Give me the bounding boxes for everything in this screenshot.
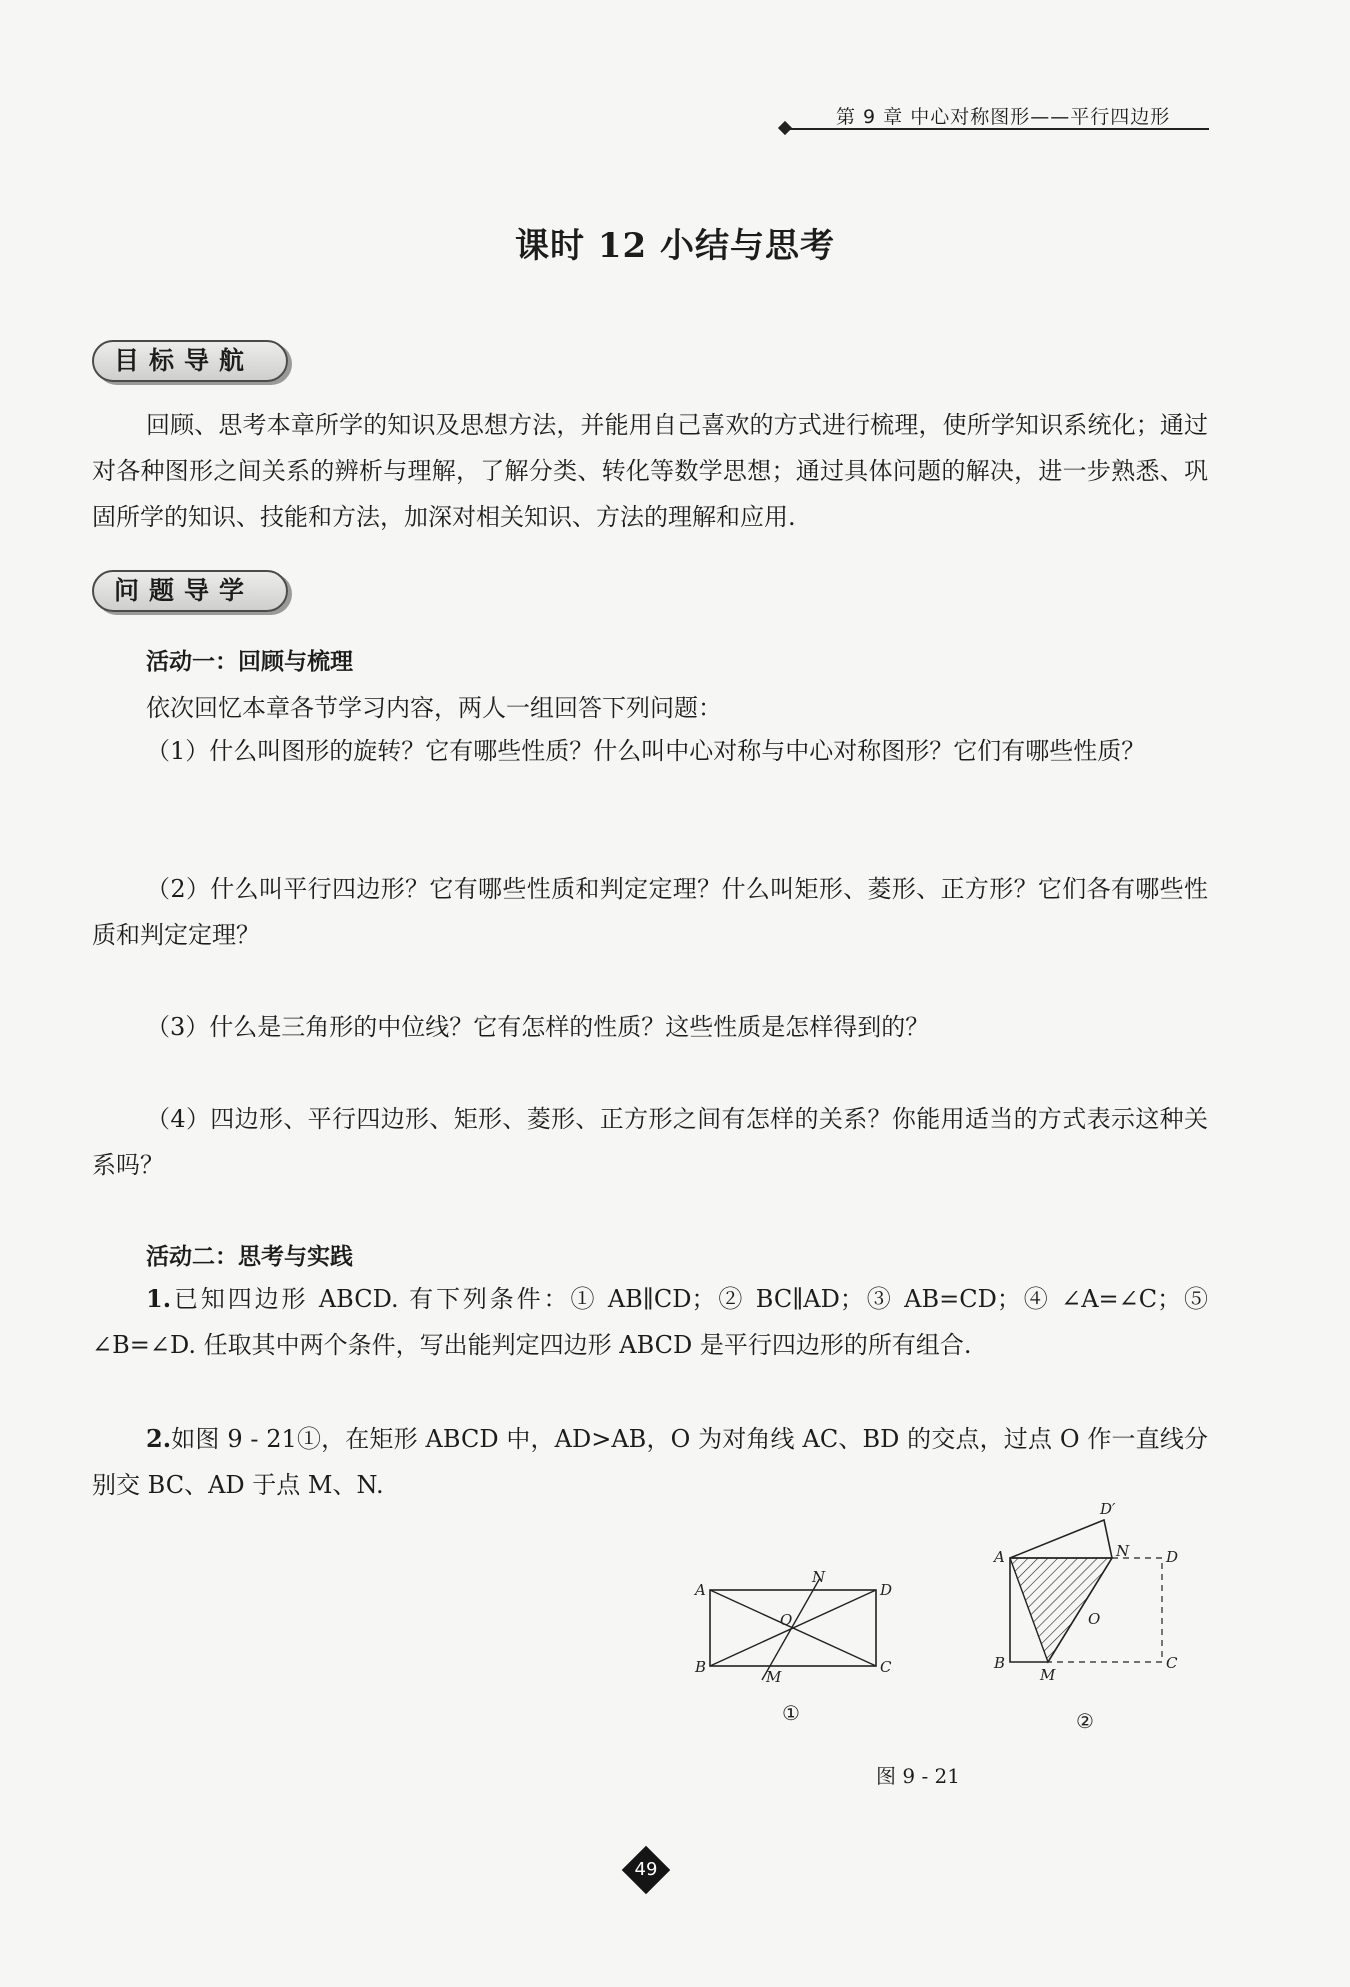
fig1-label-N: N: [812, 1568, 826, 1586]
question-2: （2）什么叫平行四边形？它有哪些性质和判定定理？什么叫矩形、菱形、正方形？它们各有哪些性质和判定定理？: [92, 875, 1208, 949]
question-3: （3）什么是三角形的中位线？它有怎样的性质？这些性质是怎样得到的？: [146, 1013, 930, 1041]
fig1-label-A: A: [695, 1581, 706, 1599]
header-rule: [786, 128, 1209, 130]
activity1-heading: 活动一：回顾与梳理: [146, 649, 353, 675]
question-4: （4）四边形、平行四边形、矩形、菱形、正方形之间有怎样的关系？你能用适当的方式表示这种关系吗？: [92, 1105, 1208, 1179]
lesson-title: 课时 12 小结与思考: [515, 226, 835, 266]
section-tab-problems: 问题导学: [92, 570, 288, 612]
fig1-label-C: C: [880, 1658, 892, 1676]
figure-1-caption: ①: [782, 1701, 800, 1725]
section-tab-goals: 目标导航: [92, 340, 288, 382]
problem-1: [92, 1276, 1208, 1368]
activity2-heading: 活动二：思考与实践: [146, 1244, 353, 1270]
activity1-intro: 依次回忆本章各节学习内容，两人一组回答下列问题：: [146, 694, 722, 722]
problem-1-text: 已知四边形 ABCD. 有下列条件：① AB∥CD；② BC∥AD；③ AB=CD；④ ∠A=∠C；⑤ ∠B=∠D. 任取其中两个条件，写出能判定四边形 ABCD 是平行四边形的所有组合.: [92, 1285, 1208, 1359]
problem-2-number: 2.: [146, 1424, 172, 1453]
fig1-label-O: O: [780, 1611, 793, 1629]
figure-1-rectangle: [710, 1578, 876, 1680]
figure-2-caption: ②: [1076, 1709, 1094, 1733]
problem-1-number: 1.: [146, 1284, 172, 1313]
fig2-label-M: M: [1040, 1666, 1056, 1684]
chapter-header: 第 9 章 中心对称图形——平行四边形: [836, 106, 1171, 128]
fig2-label-N: N: [1116, 1542, 1130, 1560]
question-1: （1）什么叫图形的旋转？它有哪些性质？什么叫中心对称与中心对称图形？它们有哪些性质？: [146, 737, 1146, 765]
fig2-label-D-prime: D′: [1100, 1500, 1116, 1518]
fig1-label-D: D: [880, 1581, 893, 1599]
fig2-label-C: C: [1166, 1654, 1178, 1672]
figure-caption: 图 9 - 21: [876, 1764, 961, 1788]
fig2-label-A: A: [994, 1548, 1005, 1566]
page-number: [624, 1848, 668, 1892]
fig2-label-B: B: [994, 1654, 1006, 1672]
goals-paragraph: 回顾、思考本章所学的知识及思想方法，并能用自己喜欢的方式进行梳理，使所学知识系统化；通过对各种图形之间关系的辨析与理解，了解分类、转化等数学思想；通过具体问题的解决，进一步熟悉、巩固所学的知识、技能和方法，加深对相关知识、方法的理解和应用.: [92, 411, 1208, 531]
problem-2-text: 如图 9 - 21①，在矩形 ABCD 中，AD>AB，O 为对角线 AC、BD 的交点，过点 O 作一直线分别交 BC、AD 于点 M、N.: [92, 1425, 1208, 1499]
fig2-label-O: O: [1088, 1610, 1101, 1628]
fig2-label-D: D: [1166, 1548, 1179, 1566]
fig1-label-B: B: [695, 1658, 707, 1676]
figure-2-folded: [1010, 1520, 1162, 1662]
fig1-label-M: M: [766, 1668, 782, 1686]
page-number-text: 49: [634, 1859, 658, 1880]
